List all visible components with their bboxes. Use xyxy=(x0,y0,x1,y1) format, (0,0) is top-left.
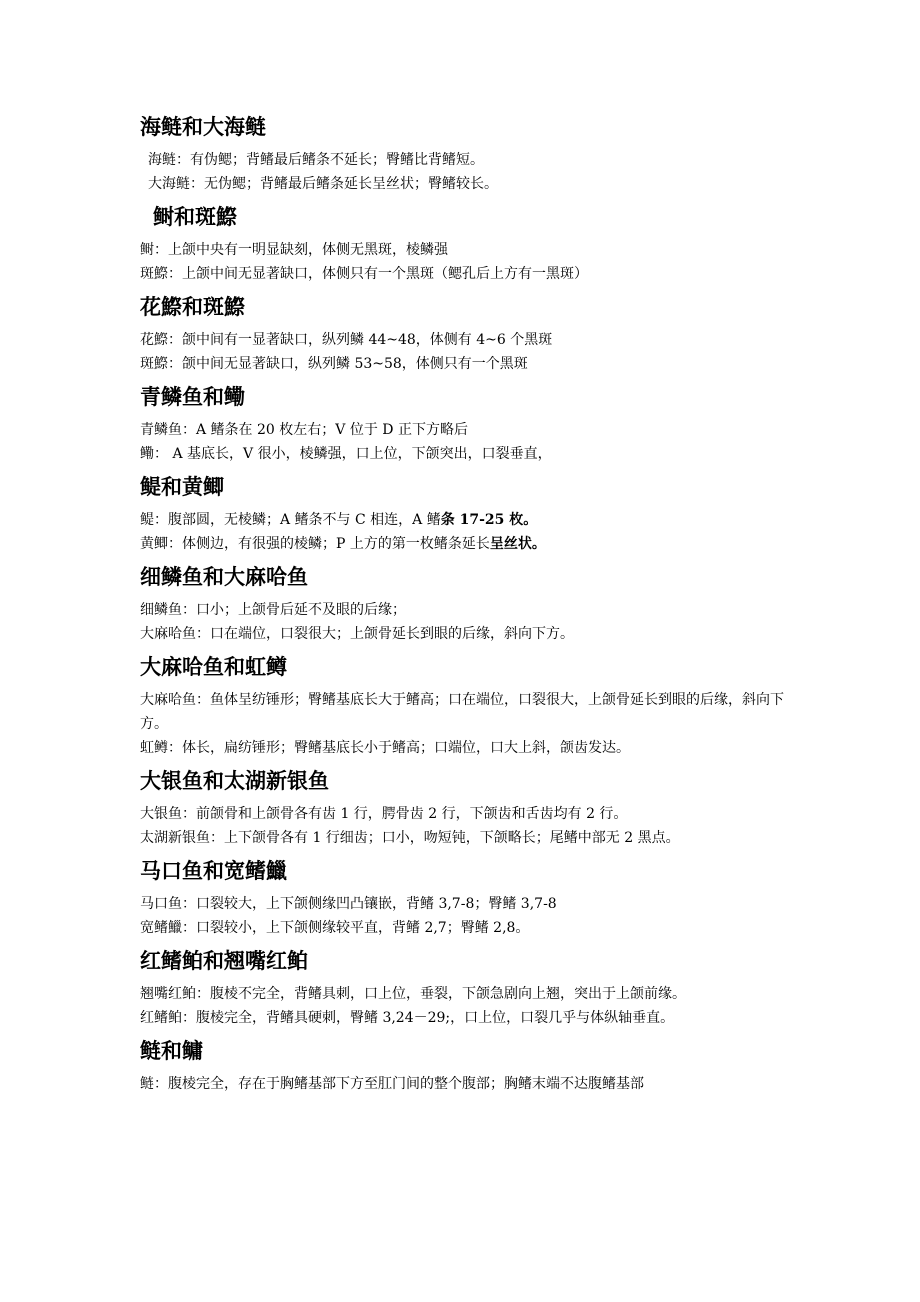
section-huaji-banji xyxy=(140,292,800,376)
text-line: 大海鲢：无伪鳃；背鳍最后鳍条延长呈丝状；臀鳍较长。 xyxy=(148,176,498,192)
section-hongqibo-qiaozui xyxy=(140,946,800,1030)
text-line: 马口鱼：口裂较大，上下颌侧缘凹凸镶嵌，背鳍 3,7-8；臀鳍 3,7-8 xyxy=(140,896,557,912)
section-title: 鳀和黄鲫 xyxy=(140,475,224,499)
section-haillian xyxy=(140,112,800,196)
section-title: 花鰶和斑鰶 xyxy=(140,295,245,319)
section-qinglinyu-le xyxy=(140,382,800,466)
text-bold: 呈丝状。 xyxy=(489,536,546,552)
section-title: 大麻哈鱼和虹鳟 xyxy=(140,655,287,679)
text-line: 青鳞鱼：A 鳍条在 20 枚左右；V 位于 D 正下方略后 xyxy=(140,422,468,438)
text-plain: 黄鲫：体侧边，有很强的棱鳞；P 上方的第一枚鳍条延长 xyxy=(140,536,490,552)
section-title: 马口鱼和宽鳍鱲 xyxy=(140,859,287,883)
text-line: 大麻哈鱼：鱼体呈纺锤形；臀鳍基底长大于鳍高；口在端位，口裂很大，上颌骨延长到眼的后缘，斜向下方。 xyxy=(140,692,784,732)
section-title: 鲢和鳙 xyxy=(140,1039,203,1063)
section-title: 红鳍鲌和翘嘴红鲌 xyxy=(140,949,308,973)
document-page xyxy=(140,112,800,1096)
text-line: 虹鳟：体长，扁纺锤形；臀鳍基底长小于鳍高；口端位，口大上斜，颌齿发达。 xyxy=(140,740,630,756)
section-title: 青鳞鱼和鳓 xyxy=(140,385,245,409)
text-line: 大银鱼：前颌骨和上颌骨各有齿 1 行，腭骨齿 2 行，下颌齿和舌齿均有 2 行。 xyxy=(140,806,628,822)
text-line xyxy=(140,532,800,556)
text-line: 斑鰶：上颌中间无显著缺口，体侧只有一个黑斑（鳃孔后上方有一黑斑） xyxy=(140,266,588,282)
text-line: 鳓： A 基底长，V 很小，棱鳞强，口上位，下颌突出，口裂垂直， xyxy=(140,446,552,462)
text-line xyxy=(140,508,800,532)
section-title: 海鲢和大海鲢 xyxy=(140,115,266,139)
section-title: 鲥和斑鰶 xyxy=(153,205,237,229)
text-line: 宽鳍鱲：口裂较小，上下颌侧缘较平直，背鳍 2,7；臀鳍 2,8。 xyxy=(140,920,530,936)
text-line: 海鲢：有伪鳃；背鳍最后鳍条不延长；臀鳍比背鳍短。 xyxy=(148,152,484,168)
section-dayinyu-taihu xyxy=(140,766,800,850)
text-line: 鲥：上颌中央有一明显缺刻，体侧无黑斑，棱鳞强 xyxy=(140,242,448,258)
text-line: 花鰶：颌中间有一显著缺口，纵列鳞 44~48，体侧有 4~6 个黑斑 xyxy=(140,332,553,348)
section-lian-yong xyxy=(140,1036,800,1096)
text-line: 大麻哈鱼：口在端位，口裂很大；上颌骨延长到眼的后缘，斜向下方。 xyxy=(140,626,574,642)
section-title: 细鳞鱼和大麻哈鱼 xyxy=(140,565,308,589)
section-title: 大银鱼和太湖新银鱼 xyxy=(140,769,329,793)
section-makouyu-kuanqilie xyxy=(140,856,800,940)
text-line: 斑鰶：颌中间无显著缺口，纵列鳞 53~58，体侧只有一个黑斑 xyxy=(140,356,528,372)
section-shi-banji xyxy=(140,202,800,286)
section-ti-huangji xyxy=(140,472,800,556)
text-bold: 条 17-25 枚。 xyxy=(440,512,538,528)
text-line: 鲢：腹棱完全，存在于胸鳍基部下方至肛门间的整个腹部；胸鳍末端不达腹鳍基部 xyxy=(140,1076,644,1092)
text-line: 太湖新银鱼：上下颌骨各有 1 行细齿；口小，吻短钝，下颌略长；尾鳍中部无 2 黑点。 xyxy=(140,830,680,846)
text-plain: 鳀：腹部圆，无棱鳞；A 鳍条不与 C 相连，A 鳍 xyxy=(140,512,441,528)
section-damahayu-hongzun xyxy=(140,652,800,760)
text-line: 红鳍鲌：腹棱完全，背鳍具硬刺，臀鳍 3,24－29;，口上位，口裂几乎与体纵轴垂直。 xyxy=(140,1010,675,1026)
text-line: 细鳞鱼：口小；上颌骨后延不及眼的后缘； xyxy=(140,602,406,618)
section-xilinyu-damahayu xyxy=(140,562,800,646)
text-line: 翘嘴红鲌：腹棱不完全，背鳍具刺，口上位，垂裂，下颌急剧向上翘，突出于上颌前缘。 xyxy=(140,986,686,1002)
